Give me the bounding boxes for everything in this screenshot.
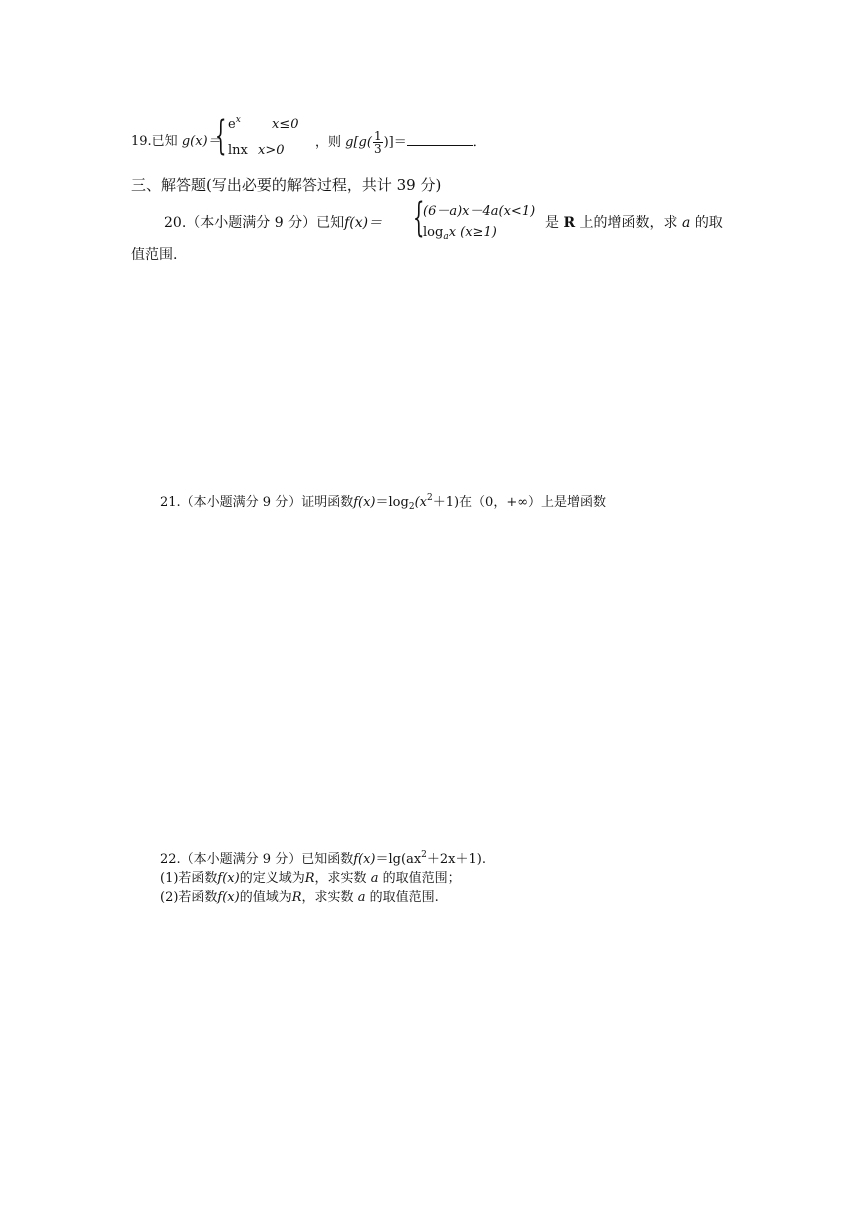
q22-line2: (1)若函数f(x)的定义域为R，求实数 a 的取值范围； [160,871,461,886]
q20-label: 20.（本小题满分 9 分）已知f(x)＝ [164,215,383,231]
q19-case2-cond: x>0 [258,143,285,158]
q20-case2: $\log_ax$ (x≥1) [423,225,497,242]
q19-answer-blank[interactable] [407,133,473,146]
q22-line3: (2)若函数f(x)的值域为R，求实数 a 的取值范围. [160,890,439,905]
q19-prefix: 19.已知 g(x)＝ [131,134,221,149]
q19-case2: lnx [228,143,248,158]
q22-line1: 22.（本小题满分 9 分）已知函数$f(x)=\lg(ax^2+2x+1)$. [160,850,486,867]
q19-brace: { [215,113,227,159]
question-21: 21.（本小题满分 9 分）证明函数$f(x)=\log_2(x^2+1)$在（0，+∞）上是增函数 [160,493,607,512]
q19-case1: $e^x$ [228,115,241,132]
q19-fraction: $\frac{1}{3}$ [373,129,382,156]
q19-then: ，则 g[g( $\frac{1}{3}$ )]＝ ． [315,129,486,156]
q20-tail: 是 R 上的增函数，求 a 的取 [545,215,723,231]
section-3-heading: 三、解答题(写出必要的解答过程，共计 39 分) [131,176,442,194]
q20-brace: { [413,195,425,241]
q19-case1-cond: x≤0 [272,117,299,132]
q20-line2: 值范围. [131,247,178,263]
q20-case1: (6－a)x－4a(x<1) [423,204,536,219]
